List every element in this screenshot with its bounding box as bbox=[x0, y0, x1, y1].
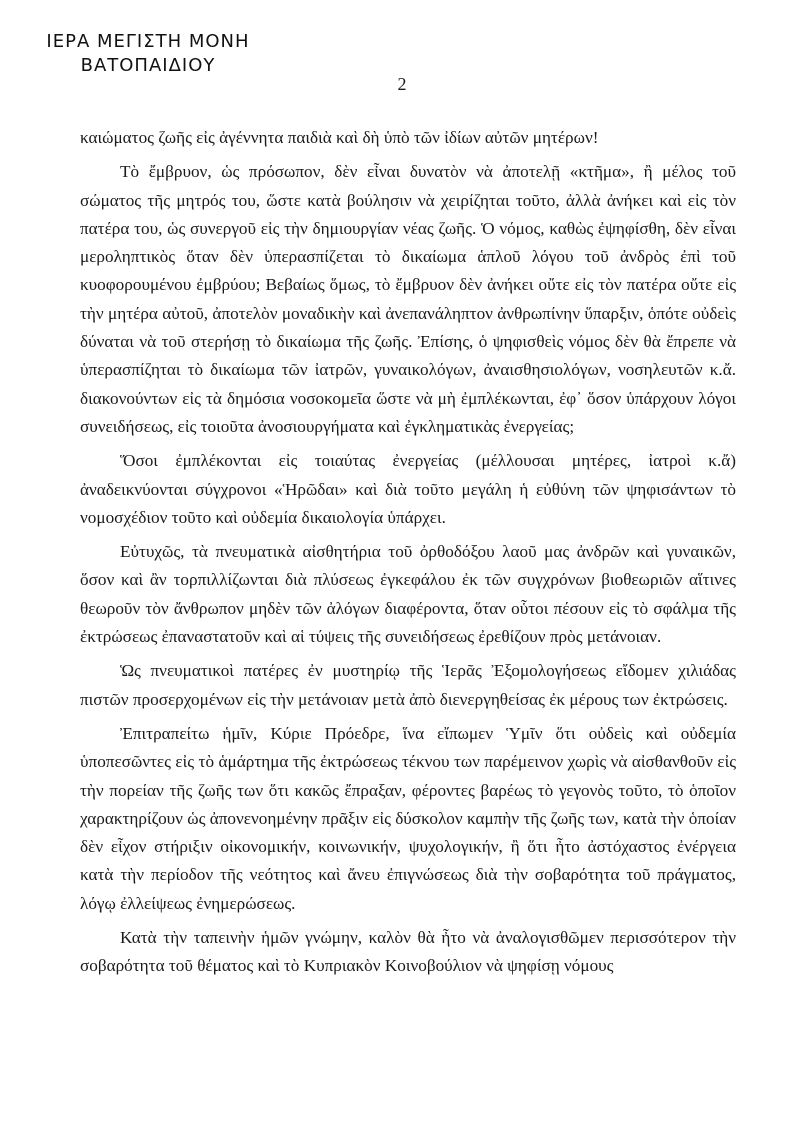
letterhead bbox=[38, 30, 258, 78]
paragraph: Τὸ ἔμβρυον, ὡς πρόσωπον, δὲν εἶναι δυνατὸν νὰ ἀποτελῇ «κτῆμα», ἢ μέλος τοῦ σώματος τῆς μητρός του, ὥστε κατὰ βούλησιν νὰ χειρίζηται τοῦτο, ἀλλὰ ἀνήκει καὶ εἰς τὸν πατέρα του, ὡς συνεργοῦ εἰς τὴν δημιουργίαν νέας ζωῆς. Ὁ νόμος, καθὼς ἐψηφίσθη, δὲν εἶναι μεροληπτικὸς ὅταν δὲν ὑπερασπίζεται τὸ δικαίωμα ἁπλοῦ λόγου τοῦ ἀνδρὸς ἐπὶ τοῦ κυοφορουμένου ἐμβρύου; Βεβαίως ὅμως, τὸ ἔμβρυον δὲν ἀνήκει οὔτε εἰς τὸν πατέρα οὔτε εἰς τὴν μητέρα αὐτοῦ, ἀποτελὸν μοναδικὴν καὶ ἀνεπανάληπτον ἀνθρωπίνην ὕπαρξιν, ὁπότε οὐδεὶς δύναται νὰ τοῦ στερήσῃ τὸ δικαίωμα τῆς ζωῆς. Ἐπίσης, ὁ ψηφισθεὶς νόμος δὲν θὰ ἔπρεπε νὰ ὑπερασπίζηται τὸ δικαίωμα τῶν ἰατρῶν, γυναικολόγων, ἀναισθησιολόγων, νοσηλευτῶν κ.ἄ. διακονούντων εἰς τὰ δημόσια νοσοκομεῖα ὥστε νὰ μὴ ἐμπλέκωνται, ἐφ᾽ ὅσον ὑπάρχουν λόγοι συνειδήσεως, εἰς τοιοῦτα ἀνοσιουργήματα καὶ ἐγκληματικὰς ἐνεργείας; bbox=[80, 162, 736, 436]
page-number: 2 bbox=[397, 74, 407, 94]
paragraph: Κατὰ τὴν ταπεινὴν ἡμῶν γνώμην, καλὸν θὰ ἦτο νὰ ἀναλογισθῶμεν περισσότερον τὴν σοβαρότητα τοῦ θέματος καὶ τὸ Κυπριακὸν Κοινοβούλιον νὰ ψηφίσῃ νόμους bbox=[80, 928, 736, 976]
letterhead-line-2: ΒΑΤΟΠΑΙΔΙΟΥ bbox=[80, 55, 216, 76]
document-body bbox=[80, 124, 736, 987]
paragraph: Ἐπιτραπείτω ἡμῖν, Κύριε Πρόεδρε, ἵνα εἴπωμεν Ὑμῖν ὅτι οὐδεὶς καὶ οὐδεμία ὑποπεσῶντες εἰς τὸ ἁμάρτημα τῆς ἐκτρώσεως τέκνου των παρέμεινον χωρὶς νὰ αἰσθανθοῦν εἰς τὴν πορείαν τῆς ζωῆς των ὅτι κακῶς ἔπραξαν, φέροντες βαρέως τὸ γεγονὸς τοῦτο, τὸ ὁποῖον χαρακτηρίζουν ὡς ἀπονενοημένην πρᾶξιν εἰς δύσκολον καμπὴν τῆς ζωῆς των, κατὰ τὴν ὁποίαν δὲν εἶχον στήριξιν οἰκονομικήν, κοινωνικήν, ψυχολογικήν, ἢ ὅτι ἦτο ἀστόχαστος ἐνέργεια κατὰ τὴν περίοδον τῆς νεότητος καὶ ἄνευ ἐπιγνώσεως διὰ τὴν σοβαρότητα τοῦ πράγματος, λόγῳ ἐλλείψεως ἐνημερώσεως. bbox=[80, 723, 736, 913]
letterhead-line-1: ΙΕΡΑ ΜΕΓΙΣΤΗ ΜΟΝΗ bbox=[46, 31, 250, 52]
paragraph: Ὅσοι ἐμπλέκονται εἰς τοιαύτας ἐνεργείας (μέλλουσαι μητέρες, ἰατροὶ κ.ἄ) ἀναδεικνύονται σύγχρονοι «Ἡρῶδαι» καὶ διὰ τοῦτο μεγάλη ἡ εὐθύνη τῶν ψηφισάντων τὸ νομοσχέδιον τοῦτο καὶ οὐδεμία δικαιολογία ὑπάρχει. bbox=[80, 451, 736, 527]
paragraph: Ὡς πνευματικοὶ πατέρες ἐν μυστηρίῳ τῆς Ἱερᾶς Ἐξομολογήσεως εἴδομεν χιλιάδας πιστῶν προσερχομένων εἰς τὴν μετάνοιαν μετὰ ἀπὸ διενεργηθείσας ἐκ μέρους των ἐκτρώσεις. bbox=[80, 661, 736, 709]
paragraph: Εὐτυχῶς, τὰ πνευματικὰ αἰσθητήρια τοῦ ὀρθοδόξου λαοῦ μας ἀνδρῶν καὶ γυναικῶν, ὅσον καὶ ἂν τορπιλλίζωνται διὰ πλύσεως ἐγκεφάλου ἐκ τῶν συγχρόνων βιοθεωριῶν αἵτινες θεωροῦν τὸν ἄνθρωπον μηδὲν τῶν ἀλόγων διαφέροντα, ὅταν οὗτοι πέσουν εἰς τὸ σφάλμα τῆς ἐκτρώσεως ἐπαναστατοῦν καὶ αἱ τύψεις τῆς συνειδήσεως ἐρεθίζουν πρὸς μετάνοιαν. bbox=[80, 542, 736, 647]
paragraph-continuation: καιώματος ζωῆς εἰς ἀγέννητα παιδιὰ καὶ δὴ ὑπὸ τῶν ἰδίων αὐτῶν μητέρων! bbox=[80, 128, 599, 147]
